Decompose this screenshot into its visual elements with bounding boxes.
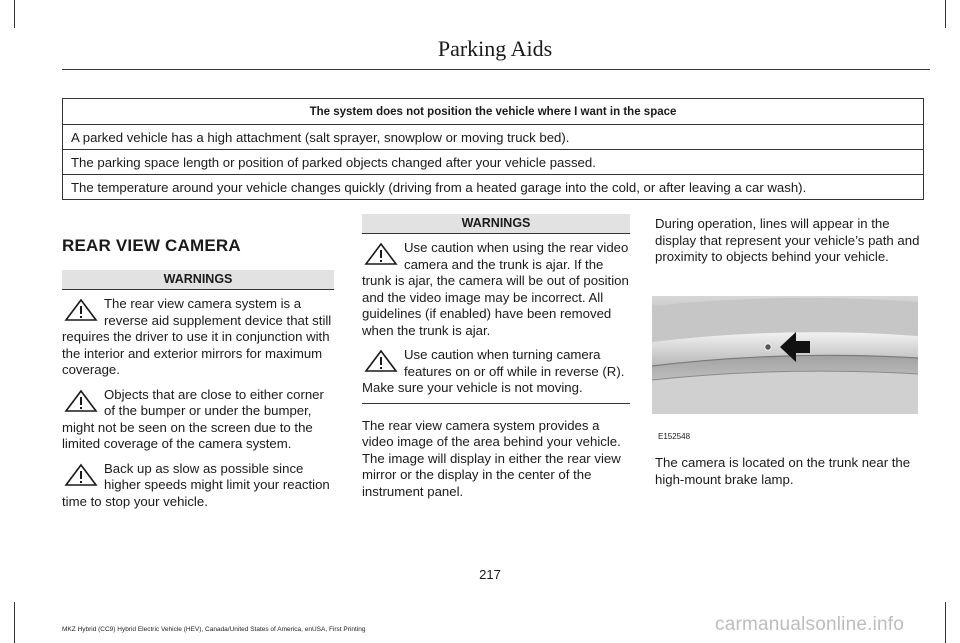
crop-mark-bottom-left [14, 602, 15, 643]
figure-label: E152548 [658, 432, 691, 441]
warnings-heading: WARNINGS [62, 270, 334, 289]
body-paragraph: The rear view camera system provides a video image of the area behind your vehicle. The image will display in either the rear view mirror or the display in the center of the instrument panel. [362, 417, 621, 499]
table-row: The temperature around your vehicle changes quickly (driving from a heated garage into the cold, or after leaving a car wash). [63, 175, 924, 200]
troubleshooting-table [62, 98, 924, 200]
divider [362, 403, 630, 404]
page-header-title: Parking Aids [437, 36, 553, 61]
crop-mark-bottom-right [945, 602, 946, 643]
table-heading: The system does not position the vehicle where I want in the space [63, 99, 924, 125]
section-title: REAR VIEW CAMERA [62, 236, 241, 255]
page-number: 217 [479, 567, 501, 582]
watermark: carmanualsonline.info [715, 614, 905, 635]
warning-item: Objects that are close to either corner of the bumper or under the bumper, might not be seen on the screen due to the limited coverage of the camera system. [62, 386, 324, 451]
warning-triangle-icon [364, 349, 398, 373]
intro-paragraph: During operation, lines will appear in the display that represent your vehicle’s path and proximity to objects behind your vehicle. [655, 216, 920, 264]
column-2 [362, 214, 630, 500]
figure-caption: The camera is located on the trunk near the high-mount brake lamp. [655, 455, 911, 487]
warning-triangle-icon [64, 298, 98, 322]
warnings-heading: WARNINGS [362, 214, 630, 233]
warning-triangle-icon [64, 463, 98, 487]
table-row: A parked vehicle has a high attachment (salt sprayer, snowplow or moving truck bed). [63, 125, 924, 150]
warning-item: Use caution when turning camera features on or off while in reverse (R). Make sure your vehicle is not moving. [362, 347, 625, 395]
warning-item: Use caution when using the rear video camera and the trunk is ajar. If the trunk is ajar, the camera will be out of position and the video image may be incorrect. All guidelines (if enabled) have been removed when the trunk is ajar. [362, 240, 629, 338]
crop-mark-top-right [945, 0, 946, 28]
table-row: The parking space length or position of parked objects changed after your vehicle passed. [63, 150, 924, 175]
column-1 [62, 270, 334, 510]
warning-triangle-icon [364, 242, 398, 266]
warning-item: The rear view camera system is a reverse aid supplement device that still requires the driver to use it in conjunction with the interior and exterior mirrors for maximum coverage. [62, 296, 332, 377]
trunk-camera-illustration [652, 296, 918, 414]
divider [62, 289, 334, 290]
divider [362, 233, 630, 234]
header-rule [62, 69, 930, 70]
crop-mark-top-left [14, 0, 15, 28]
footer-text: MKZ Hybrid (CC9) Hybrid Electric Vehicle (HEV), Canada/United States of America, enUSA, First Printing [62, 626, 366, 633]
warning-item: Back up as slow as possible since higher speeds might limit your reaction time to stop your vehicle. [62, 460, 330, 509]
warning-triangle-icon [64, 389, 98, 413]
